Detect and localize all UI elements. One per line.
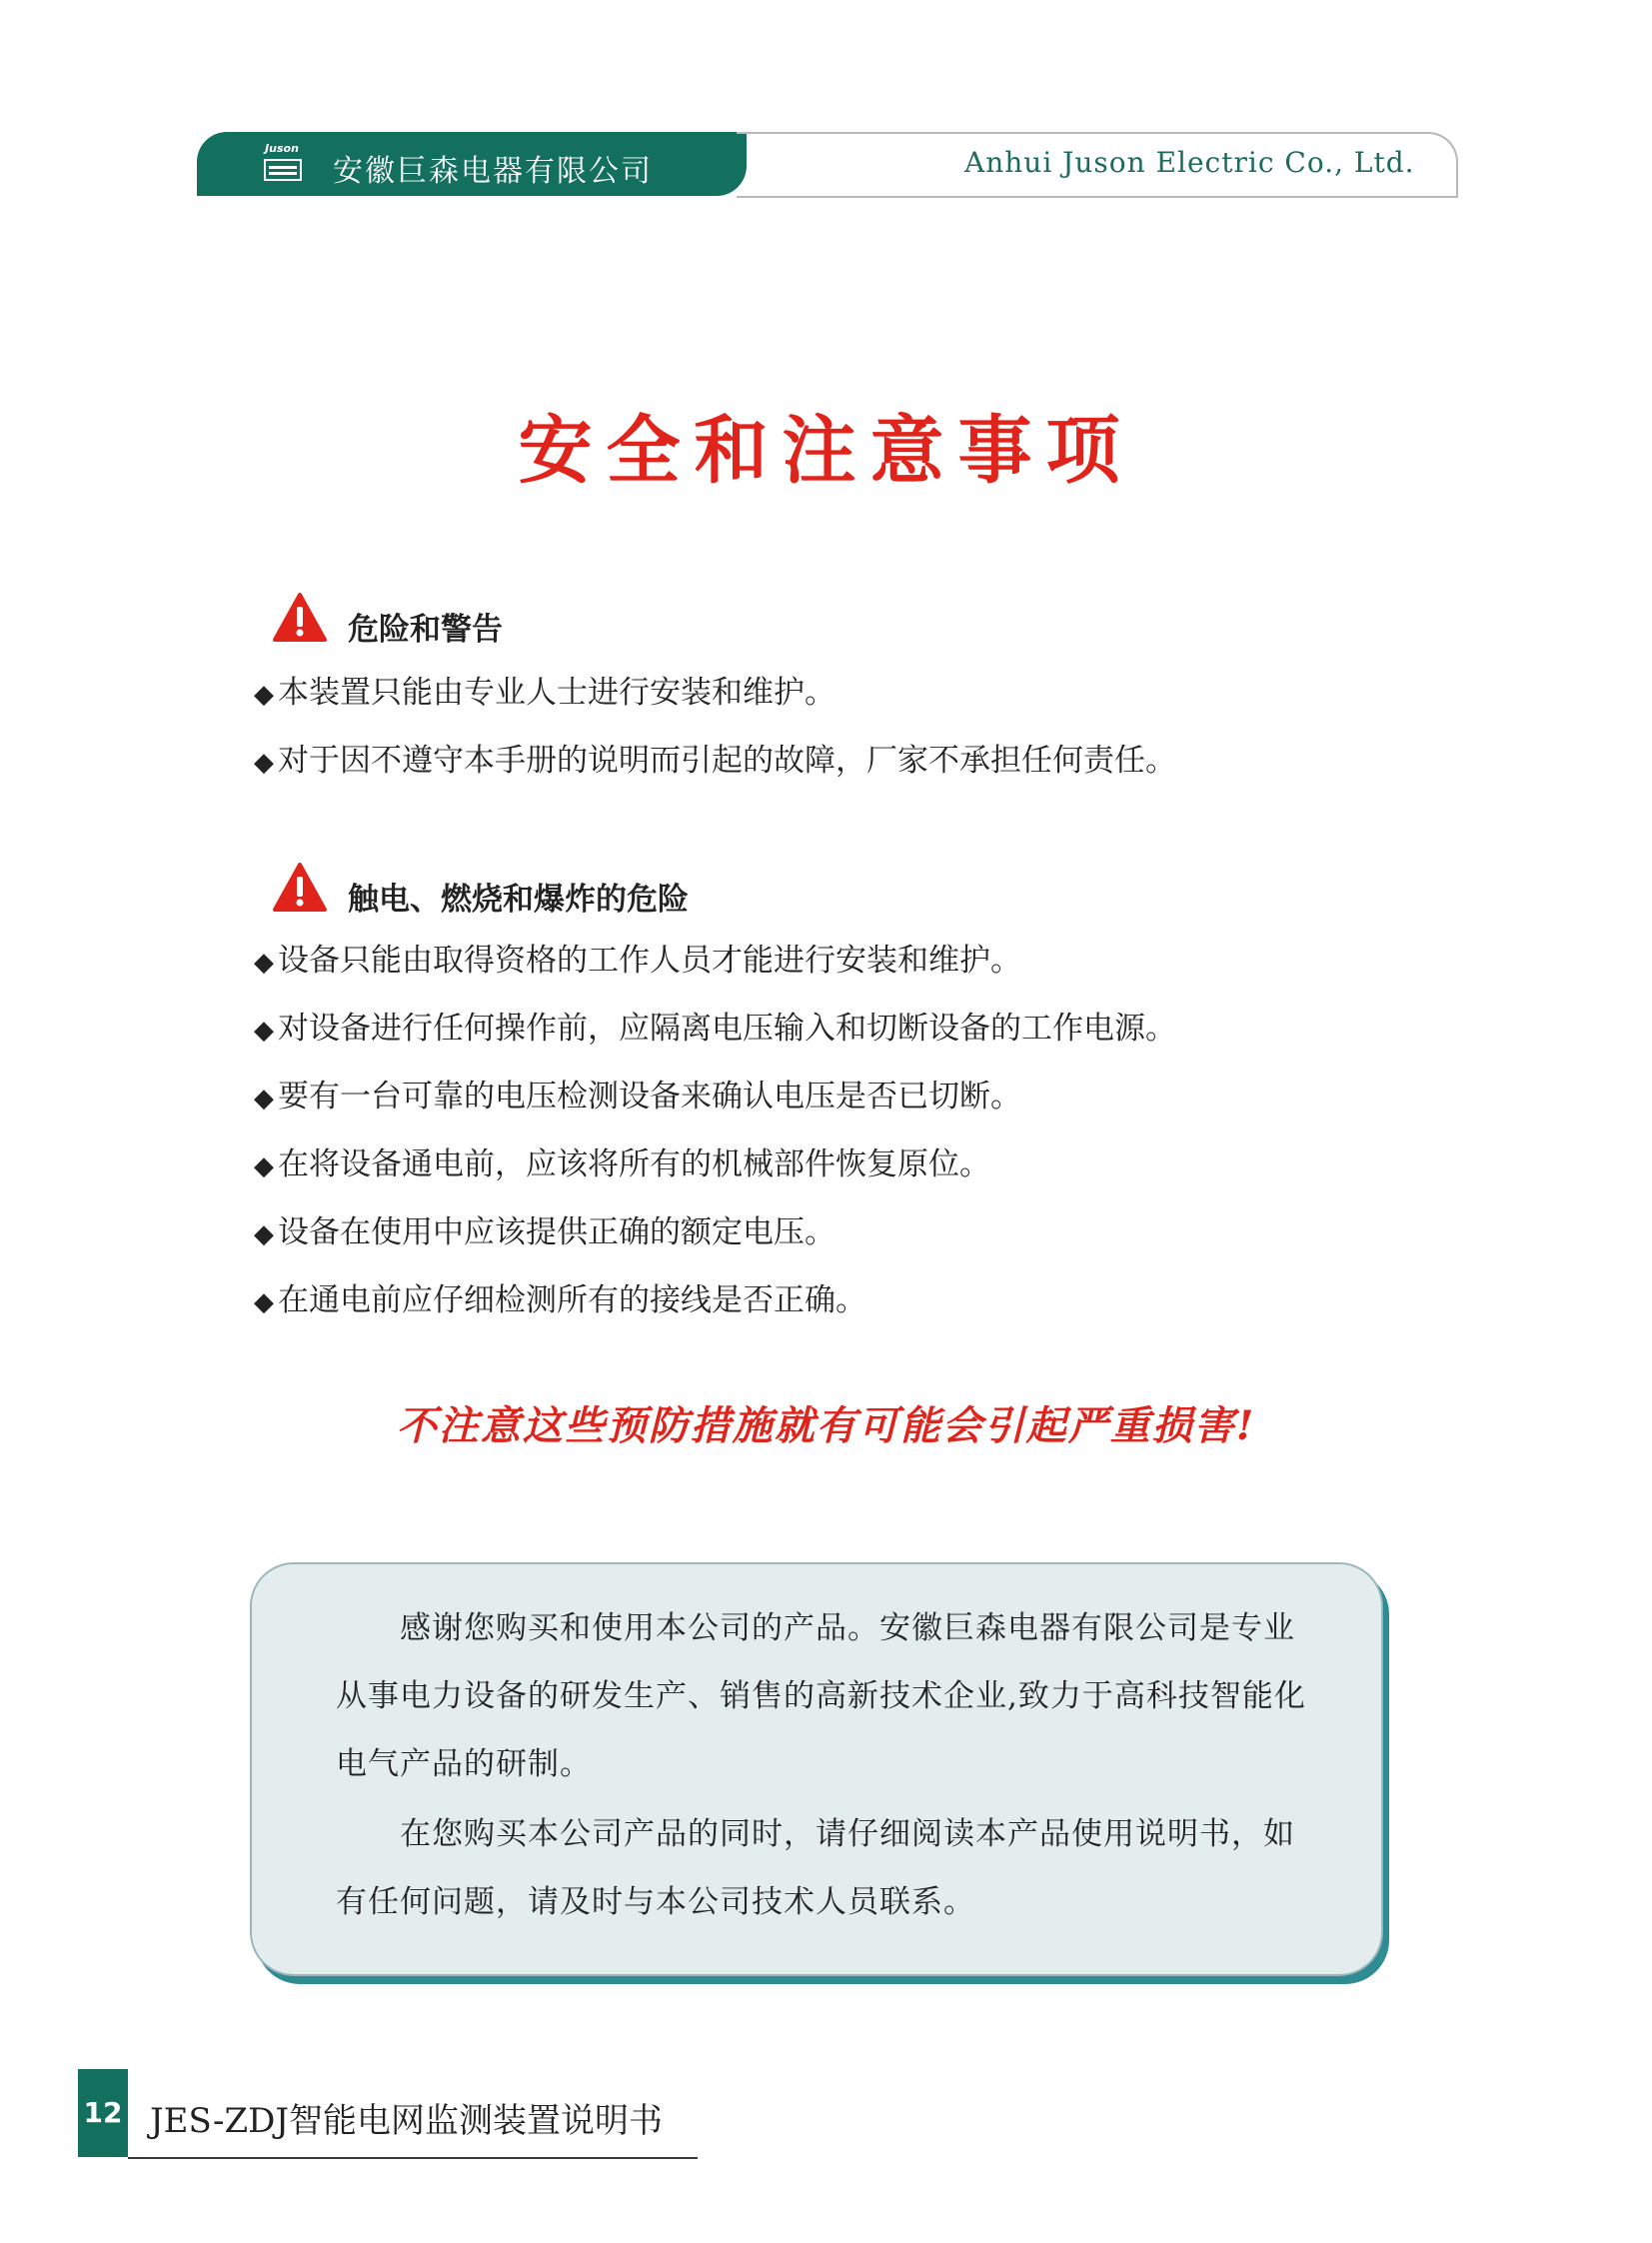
section-title: 触电、燃烧和爆炸的危险 xyxy=(348,882,689,918)
page-number: 12 xyxy=(78,2069,128,2157)
diamond-bullet-icon: ◆ xyxy=(254,680,274,710)
diamond-bullet-icon: ◆ xyxy=(254,1016,274,1046)
intro-paragraph: 在您购买本公司产品的同时，请仔细阅读本产品使用说明书，如有任何问题，请及时与本公司技术人员联系。 xyxy=(336,1816,1295,1920)
logo-text: Juson xyxy=(265,142,299,155)
list-item: ◆ 对设备进行任何操作前，应隔离电压输入和切断设备的工作电源。 xyxy=(254,1011,1176,1047)
list-item: ◆ 要有一台可靠的电压检测设备来确认电压是否已切断。 xyxy=(254,1079,1021,1115)
danger-list xyxy=(254,659,1176,795)
diamond-bullet-icon: ◆ xyxy=(254,1084,274,1114)
company-name-cn: 安徽巨森电器有限公司 xyxy=(333,154,653,189)
electric-shock-list xyxy=(254,927,1176,1334)
section-title: 危险和警告 xyxy=(348,612,503,648)
list-item: ◆ 对于因不遵守本手册的说明而引起的故障，厂家不承担任何责任。 xyxy=(254,743,1176,779)
company-logo xyxy=(257,142,307,184)
list-item: ◆ 设备在使用中应该提供正确的额定电压。 xyxy=(254,1214,835,1250)
document-title: JES-ZDJ智能电网监测装置说明书 xyxy=(150,2101,663,2141)
list-item: ◆ 本装置只能由专业人士进行安装和维护。 xyxy=(254,675,835,711)
warning-statement: 不注意这些预防措施就有可能会引起严重损害! xyxy=(396,1402,1256,1449)
list-item: ◆ 在将设备通电前，应该将所有的机械部件恢复原位。 xyxy=(254,1146,990,1182)
page-title: 安全和注意事项 xyxy=(518,408,1134,494)
intro-box xyxy=(250,1562,1383,1976)
diamond-bullet-icon: ◆ xyxy=(254,1287,274,1317)
diamond-bullet-icon: ◆ xyxy=(254,1219,274,1249)
diamond-bullet-icon: ◆ xyxy=(254,1151,274,1181)
list-item: ◆ 在通电前应仔细检测所有的接线是否正确。 xyxy=(254,1282,866,1318)
diamond-bullet-icon: ◆ xyxy=(254,948,274,978)
company-name-en: Anhui Juson Electric Co., Ltd. xyxy=(964,146,1415,179)
page-header xyxy=(197,132,1458,196)
diamond-bullet-icon: ◆ xyxy=(254,748,274,778)
warning-triangle-icon xyxy=(272,862,328,914)
logo-mark-icon xyxy=(263,158,303,182)
list-item: ◆ 设备只能由取得资格的工作人员才能进行安装和维护。 xyxy=(254,943,1021,979)
header-brand-bar xyxy=(197,132,747,196)
intro-paragraph: 感谢您购买和使用本公司的产品。安徽巨森电器有限公司是专业从事电力设备的研发生产、销售的高新技术企业,致力于高科技智能化电气产品的研制。 xyxy=(336,1610,1306,1782)
footer-rule xyxy=(128,2157,698,2159)
warning-triangle-icon xyxy=(272,592,328,644)
